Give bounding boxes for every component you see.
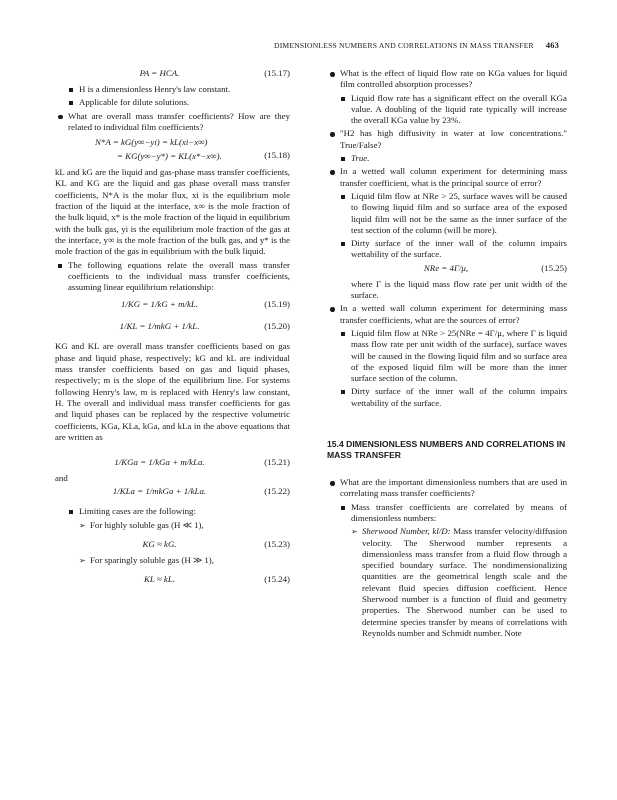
bullet-limiting: Limiting cases are the following: [55, 506, 290, 517]
answer-flow-rate: Liquid flow rate has a significant effect on the overall KGa value. A doubling of the liquid rate typically will increase the overall KGa value by 23%. [327, 93, 567, 127]
right-column [327, 66, 567, 641]
sherwood-text: Mass transfer velocity/diffusion velocity. The Sherwood number represents a dimensionless mass transfer from a fluid flow through a specified boundary surface. The nondimensionalizing quantities are the geometrical length scale and the relevant fluid species diffusion coefficient. Hence Sherwood number is a function of fluid and geometry properties. The Sherwood number can be used to determine species transfer by means of correlations with Reynolds number and Schmidt number. Note [362, 526, 567, 638]
question-h2: "H2 has high diffusivity in water at low concentrations." True/False? [327, 128, 567, 151]
equation-15-20: 1/KL = 1/mkG + 1/kL. (15.20) [119, 321, 290, 332]
sherwood-term: Sherwood Number, kl/D: [362, 526, 451, 537]
answer-sources-2: Dirty surface of the inner wall of the column impairs wettability of the surface. [327, 386, 567, 409]
equation-15-17: PA = HCA. (15.17) [139, 68, 290, 78]
equation-15-18: N*A = kG(y∞−yi) = kL(xi−x∞) = KG(y∞−y*) = KL(x*−x∞). (15.18) [95, 137, 290, 162]
answer-sources-1: Liquid film flow at NRe > 25(NRe = 4Γ/μ, where Γ is liquid mass flow rate per unit width of the surface), surface waves will be caused in the flowing liquid film and so surface area of the exposed liquid film will be more than the inner surface section of the column. [327, 328, 567, 384]
page-number: 463 [545, 41, 559, 50]
gamma-note: where Γ is the liquid mass flow rate per unit width of the surface. [351, 278, 567, 301]
equation-15-25: NRe = 4Γ/μ, (15.25) [423, 262, 567, 273]
question-dimensionless: What are the important dimensionless numbers that are used in correlating mass transfer coefficients? [327, 477, 567, 500]
question-flow-rate: What is the effect of liquid flow rate on KGa values for liquid film controlled absorption processes? [327, 68, 567, 91]
text-and: and [55, 473, 68, 484]
question-wetted-principal: In a wetted wall column experiment for determining mass transfer coefficient, what is the principal source of error? [327, 166, 567, 189]
equation-15-22: 1/KLa = 1/mkGa + 1/kLa. (15.22) [112, 486, 290, 497]
equation-15-24: KL ≈ kL. (15.24) [144, 574, 290, 585]
equation-15-23: KG ≈ kG. (15.23) [142, 539, 290, 550]
answer-wetted-1: Liquid film flow at NRe > 25, surface waves will be caused to flowing liquid film and so surface area of the exposed liquid film will not be the same as the inner surface of the test section of the column (will be more). [327, 191, 567, 236]
question-overall-coefficients: What are overall mass transfer coefficients? How are they related to individual film coefficients? [55, 111, 290, 134]
answer-h2: True. [327, 153, 567, 164]
equation-15-19: 1/KG = 1/kG + m/kL. (15.19) [120, 299, 290, 310]
paragraph-definitions: kL and kG are the liquid and gas-phase mass transfer coefficients, KL and KG are the liquid and gas phase overall mass transfer coefficients, N*A is the molar flux, xi is the equilibrium mole fraction of the liquid at the interface, x∞ is the mole fraction of the bulk liquid, x* is the mole fraction of the liquid in equilibrium with the bulk gas, yi is the equilibrium mole fraction of the gas at the interface, y∞ is the mole fraction of the bulk gas, and y* is the mole fraction of the gas in equilibrium with the bulk liquid. [55, 167, 290, 257]
sub-highly-soluble: ➢ For highly soluble gas (H ≪ 1), [55, 520, 290, 531]
paragraph-overall: KG and KL are overall mass transfer coefficients based on gas phase and liquid phase, respectively; kG and kL are individual mass transfer coefficients based on gas and liquid phases, respectively; m is the slope of the equilibrium line. For systems following Henry's law, m is replaced with Henry's law constant, H. The overall and individual mass transfer coefficients for gas and liquid phases can be replaced by the respective volumetric coefficients, KGa, KLa, kGa, and kLa in the above equations that are written as [55, 341, 290, 442]
equation-15-21: 1/KGa = 1/kGa + m/kLa. (15.21) [114, 457, 290, 468]
running-header [274, 41, 559, 50]
answer-wetted-2: Dirty surface of the inner wall of the column impairs wettability of the surface. [327, 238, 567, 261]
answer-dimensionless: Mass transfer coefficients are correlated by means of dimensionless numbers: [327, 502, 567, 525]
sub-sparingly-soluble: ➢ For sparingly soluble gas (H ≫ 1), [55, 555, 290, 566]
question-wetted-sources: In a wetted wall column experiment for determining mass transfer coefficients, what are the sources of error? [327, 303, 567, 326]
section-heading: 15.4 DIMENSIONLESS NUMBERS AND CORRELATIONS IN MASS TRANSFER [327, 439, 566, 461]
bullet-dilute: Applicable for dilute solutions. [55, 97, 290, 108]
sherwood-item [327, 526, 567, 639]
running-title: DIMENSIONLESS NUMBERS AND CORRELATIONS IN MASS TRANSFER [274, 41, 534, 50]
bullet-following-equations: The following equations relate the overall mass transfer coefficients to the individual mass transfer coefficients, assuming linear equilibrium relationship: [55, 260, 290, 294]
left-column [55, 66, 290, 590]
bullet-henry: H is a dimensionless Henry's law constant. [55, 84, 290, 95]
